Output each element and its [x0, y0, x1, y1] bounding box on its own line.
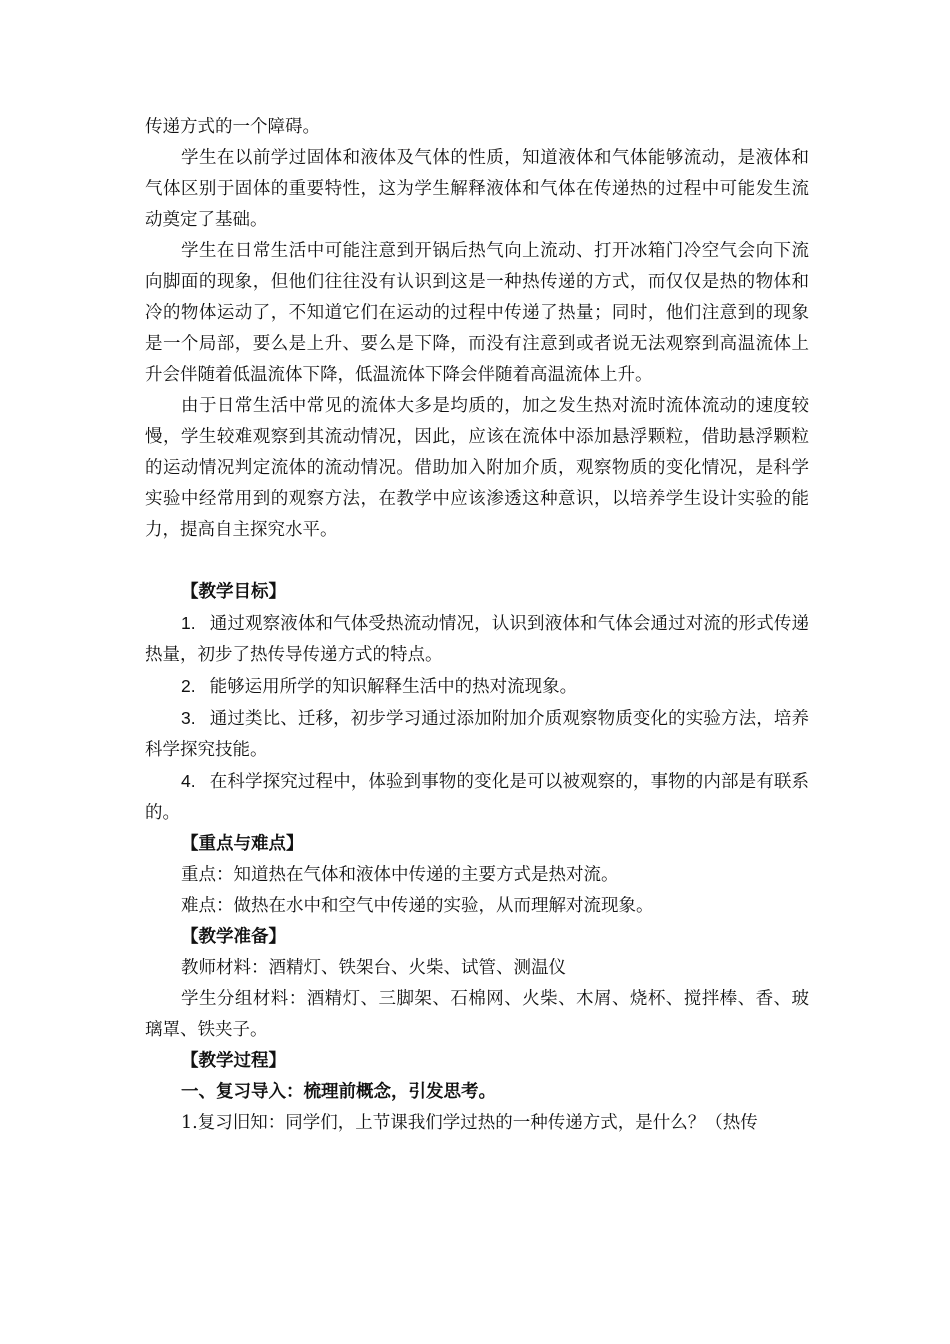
- heading-preparation: 【教学准备】: [181, 927, 286, 947]
- goal-item-1: [145, 608, 809, 671]
- goal-text: 能够运用所学的知识解释生活中的热对流现象。: [209, 677, 578, 697]
- goal-number: 3.: [181, 708, 196, 728]
- difficult-point: 难点：做热在水中和空气中传递的实验，从而理解对流现象。: [181, 896, 654, 916]
- goal-item-2: [145, 671, 809, 703]
- goal-number: 4.: [181, 771, 196, 791]
- goal-number: 2.: [181, 676, 196, 696]
- paragraph-daily-observation: 学生在日常生活中可能注意到开锅后热气向上流动、打开冰箱门冷空气会向下流向脚面的现象，但他们往往没有认识到这是一种热传递的方式，而仅仅是热的物体和冷的物体运动了，不知道它们在运动的过程中传递了热量；同时，他们注意到的现象是一个局部，要么是上升、要么是下降，而没有注意到或者说无法观察到高温流体上升会伴随着低温流体下降，低温流体下降会伴随着高温流体上升。: [145, 241, 809, 385]
- goal-number: 1.: [181, 613, 196, 633]
- teacher-materials: 教师材料：酒精灯、铁架台、火柴、试管、测温仪: [181, 958, 566, 978]
- step-review: 1.复习旧知：同学们，上节课我们学过热的一种传递方式，是什么？（热传: [181, 1113, 758, 1133]
- key-point: 重点：知道热在气体和液体中传递的主要方式是热对流。: [181, 865, 619, 885]
- heading-teaching-process: 【教学过程】: [181, 1051, 286, 1071]
- student-materials: 学生分组材料：酒精灯、三脚架、石棉网、火柴、木屑、烧杯、搅拌棒、香、玻璃罩、铁夹子。: [145, 989, 809, 1040]
- paragraph-continuation: 传递方式的一个障碍。: [145, 117, 320, 137]
- goal-text: 通过类比、迁移，初步学习通过添加附加介质观察物质变化的实验方法，培养科学探究技能。: [145, 709, 809, 760]
- goal-text: 通过观察液体和气体受热流动情况，认识到液体和气体会通过对流的形式传递热量，初步了热传导传递方式的特点。: [145, 614, 809, 665]
- document-page: [145, 112, 809, 1139]
- spacer: [145, 546, 809, 577]
- paragraph-student-knowledge: 学生在以前学过固体和液体及气体的性质，知道液体和气体能够流动，是液体和气体区别于固体的重要特性，这为学生解释液体和气体在传递热的过程中可能发生流动奠定了基础。: [145, 148, 809, 230]
- goal-text: 在科学探究过程中，体验到事物的变化是可以被观察的，事物的内部是有联系的。: [145, 772, 809, 823]
- heading-teaching-goals: 【教学目标】: [181, 582, 286, 602]
- paragraph-observation-method: 由于日常生活中常见的流体大多是均质的，加之发生热对流时流体流动的速度较慢，学生较难观察到其流动情况，因此，应该在流体中添加悬浮颗粒，借助悬浮颗粒的运动情况判定流体的流动情况。借助加入附加介质，观察物质的变化情况，是科学实验中经常用到的观察方法，在教学中应该渗透这种意识，以培养学生设计实验的能力，提高自主探究水平。: [145, 396, 809, 540]
- heading-key-points: 【重点与难点】: [181, 834, 304, 854]
- goal-item-3: [145, 703, 809, 766]
- goal-item-4: [145, 766, 809, 829]
- section-review-intro: 一、复习导入：梳理前概念，引发思考。: [181, 1082, 496, 1102]
